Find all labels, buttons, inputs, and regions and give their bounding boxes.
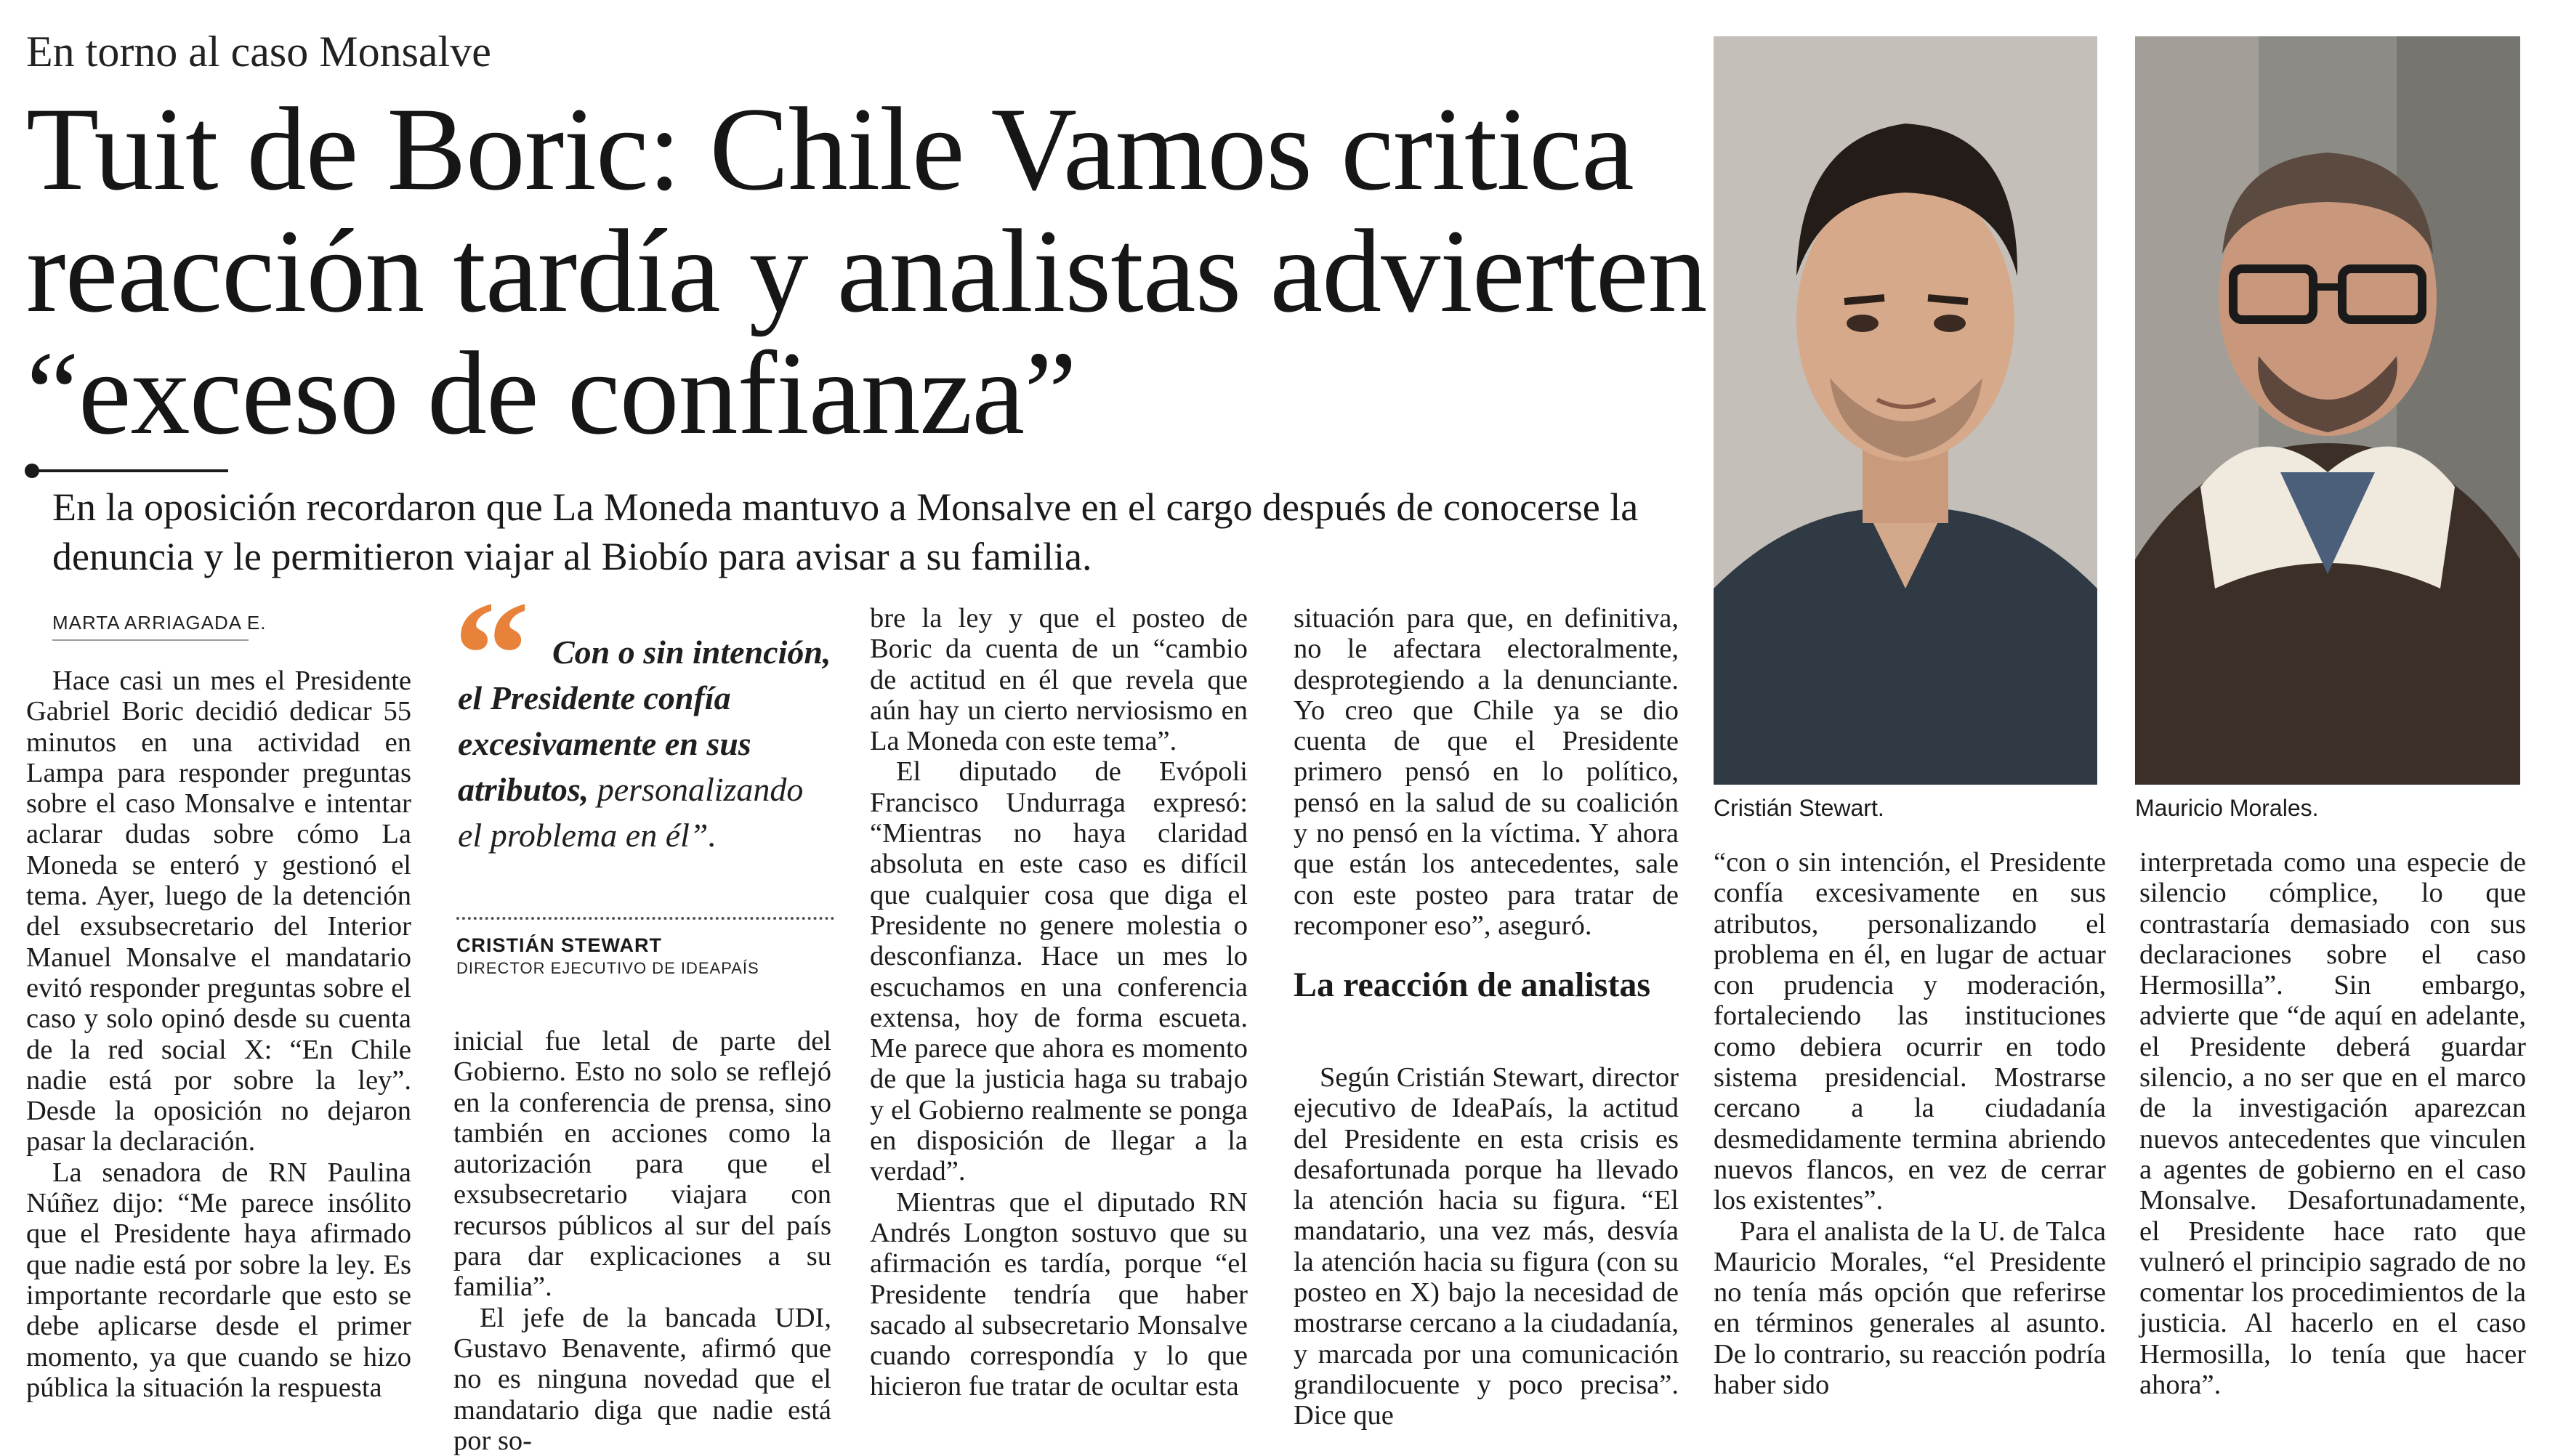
body-paragraph: Mientras que el diputado RN Andrés Longton sostuvo que su afirmación es tardía, porque “el Presidente tendría que haber sacado al subsecretario Monsalve cuando correspondía y lo que hicieron fue tratar de ocultar esta <box>870 1186 1248 1402</box>
body-paragraph: Hace casi un mes el Presidente Gabriel Boric decidió dedicar 55 minutos en una actividad en Lampa para responder preguntas sobre el caso Monsalve e intentar aclarar dudas sobre cómo La Moneda se enteró y gestionó el tema. Ayer, luego de la detención del exsubsecretario del Interior Manuel Monsalve el mandatario evitó responder preguntas sobre el caso y solo opinó desde su cuenta de la red social X: “En Chile nadie está por sobre la ley”. Desde la oposición no dejaron pasar la declaración. <box>26 666 411 1157</box>
photo-caption: Mauricio Morales. <box>2135 795 2319 821</box>
pull-quote-author: CRISTIÁN STEWART <box>456 934 662 956</box>
headline <box>26 84 1719 459</box>
pull-quote-text-end: personalizando el problema en él”. <box>458 771 804 854</box>
body-paragraph: El jefe de la bancada UDI, Gustavo Benavente, afirmó que no es ninguna novedad que el mandatario diga que nadie está por so- <box>453 1302 831 1456</box>
byline-rule <box>52 639 249 641</box>
body-paragraph: situación para que, en definitiva, no le afectara electoralmente, desprotegiendo a la denunciante. Yo creo que Chile ya se dio cuenta de que el Presidente primero pensó en lo político, pensó en la salud de su coalición y no pensó en la víctima. Y ahora que están los antecedentes, sale con este posteo para tratar de recomponer eso”, aseguró. <box>1294 603 1679 941</box>
byline: MARTA ARRIAGADA E. <box>52 612 267 634</box>
headline-line-1: Tuit de Boric: Chile Vamos critica <box>26 84 1634 215</box>
pull-quote-author-role: DIRECTOR EJECUTIVO DE IDEAPAÍS <box>456 959 759 977</box>
pull-quote-divider <box>456 917 834 920</box>
body-paragraph: Para el analista de la U. de Talca Mauricio Morales, “el Presidente no tenía más opción que referirse en términos generales al asunto. De lo contrario, su reacción podría haber sido <box>1714 1216 2106 1401</box>
section-subhead: La reacción de analistas <box>1294 966 1651 1004</box>
body-column-1 <box>26 666 411 1403</box>
portrait-image <box>1714 36 2097 785</box>
body-paragraph: “con o sin intención, el Presidente confía excesivamente en sus atributos, personalizando el problema en él, en lugar de actuar con prudencia y moderación, fortaleciendo las instituciones como debiera ocurrir en todo sistema presidencial. Mostrarse cercano a la ciudadanía desmedidamente termina abriendo nuevos flancos, en vez de cerrar los existentes”. <box>1714 847 2106 1216</box>
headline-line-2: reacción tardía y analistas advierten <box>26 206 1707 337</box>
body-paragraph: La senadora de RN Paulina Núñez dijo: “Me parece insólito que el Presidente haya afirmado que nadie está por sobre la ley. Es importante recordarle que esto se debe aplicarse desde el primer momento, ya que cuando se hizo pública la situación la respuesta <box>26 1157 411 1403</box>
body-column-2 <box>453 1026 831 1456</box>
quote-mark-icon: “ <box>453 570 530 739</box>
lead-paragraph: En la oposición recordaron que La Moneda mantuvo a Monsalve en el cargo después de conocerse la denuncia y le permitieron viajar al Biobío para avisar a su familia. <box>52 485 1639 578</box>
section-kicker: En torno al caso Monsalve <box>26 28 491 76</box>
photo-mauricio-morales <box>2135 36 2520 785</box>
body-column-6 <box>2139 847 2526 1400</box>
body-column-3 <box>870 603 1248 1402</box>
body-column-4-bottom <box>1294 1062 1679 1431</box>
body-paragraph: bre la ley y que el posteo de Boric da cuenta de un “cambio de actitud en él que revela que aún hay un cierto nerviosismo en La Moneda con este tema”. <box>870 603 1248 757</box>
pull-quote-text: Con o sin intención, el Presidente confía excesivamente en sus atributos, <box>458 634 831 808</box>
body-column-5 <box>1714 847 2106 1400</box>
divider-rule <box>32 469 228 472</box>
portrait-image <box>2135 36 2520 785</box>
body-column-4-top <box>1294 603 1679 941</box>
body-paragraph: Según Cristián Stewart, director ejecutivo de IdeaPaís, la actitud del Presidente en esta crisis es desafortunada porque ha llevado la atención hacia su figura. “El mandatario, una vez más, desvía la atención hacia su figura (con su posteo en X) bajo la necesidad de mostrarse cercano a la ciudadanía, y marcada por una comunicación grandilocuente y poco precisa”. Dice que <box>1294 1062 1679 1431</box>
body-paragraph: inicial fue letal de parte del Gobierno. Esto no solo se reflejó en la conferencia de prensa, sino también en acciones como la autorización para que el exsubsecretario viajara con recursos públicos al sur del país para dar explicaciones a su familia”. <box>453 1026 831 1303</box>
body-paragraph: interpretada como una especie de silencio cómplice, lo que contrastaría demasiado con sus declaraciones sobre el caso Hermosilla”. Sin embargo, advierte que “de aquí en adelante, el Presidente deberá guardar silencio, a no ser que en el marco de la investigación aparezcan nuevos antecedentes que vinculen a agentes de gobierno en el caso Monsalve. Desafortunadamente, el Presidente hace rato que vulneró el principio sagrado de no comentar los procedimientos de la justicia. Al hacerlo en el caso Hermosilla, lo tenía que hacer ahora”. <box>2139 847 2526 1401</box>
body-paragraph: El diputado de Evópoli Francisco Undurraga expresó: “Mientras no haya claridad absoluta en este caso es difícil que cualquier cosa que diga el Presidente no genere molestia o desconfianza. Hace un mes lo escuchamos en una conferencia extensa, hoy de forma escueta. Me parece que ahora es momento de que la justicia haga su trabajo y el Gobierno realmente se ponga en disposición de llegar a la verdad”. <box>870 756 1248 1187</box>
photo-cristian-stewart <box>1714 36 2097 785</box>
photo-caption: Cristián Stewart. <box>1714 795 1884 821</box>
headline-line-3: “exceso de confianza” <box>26 328 1076 459</box>
pull-quote <box>458 629 836 858</box>
